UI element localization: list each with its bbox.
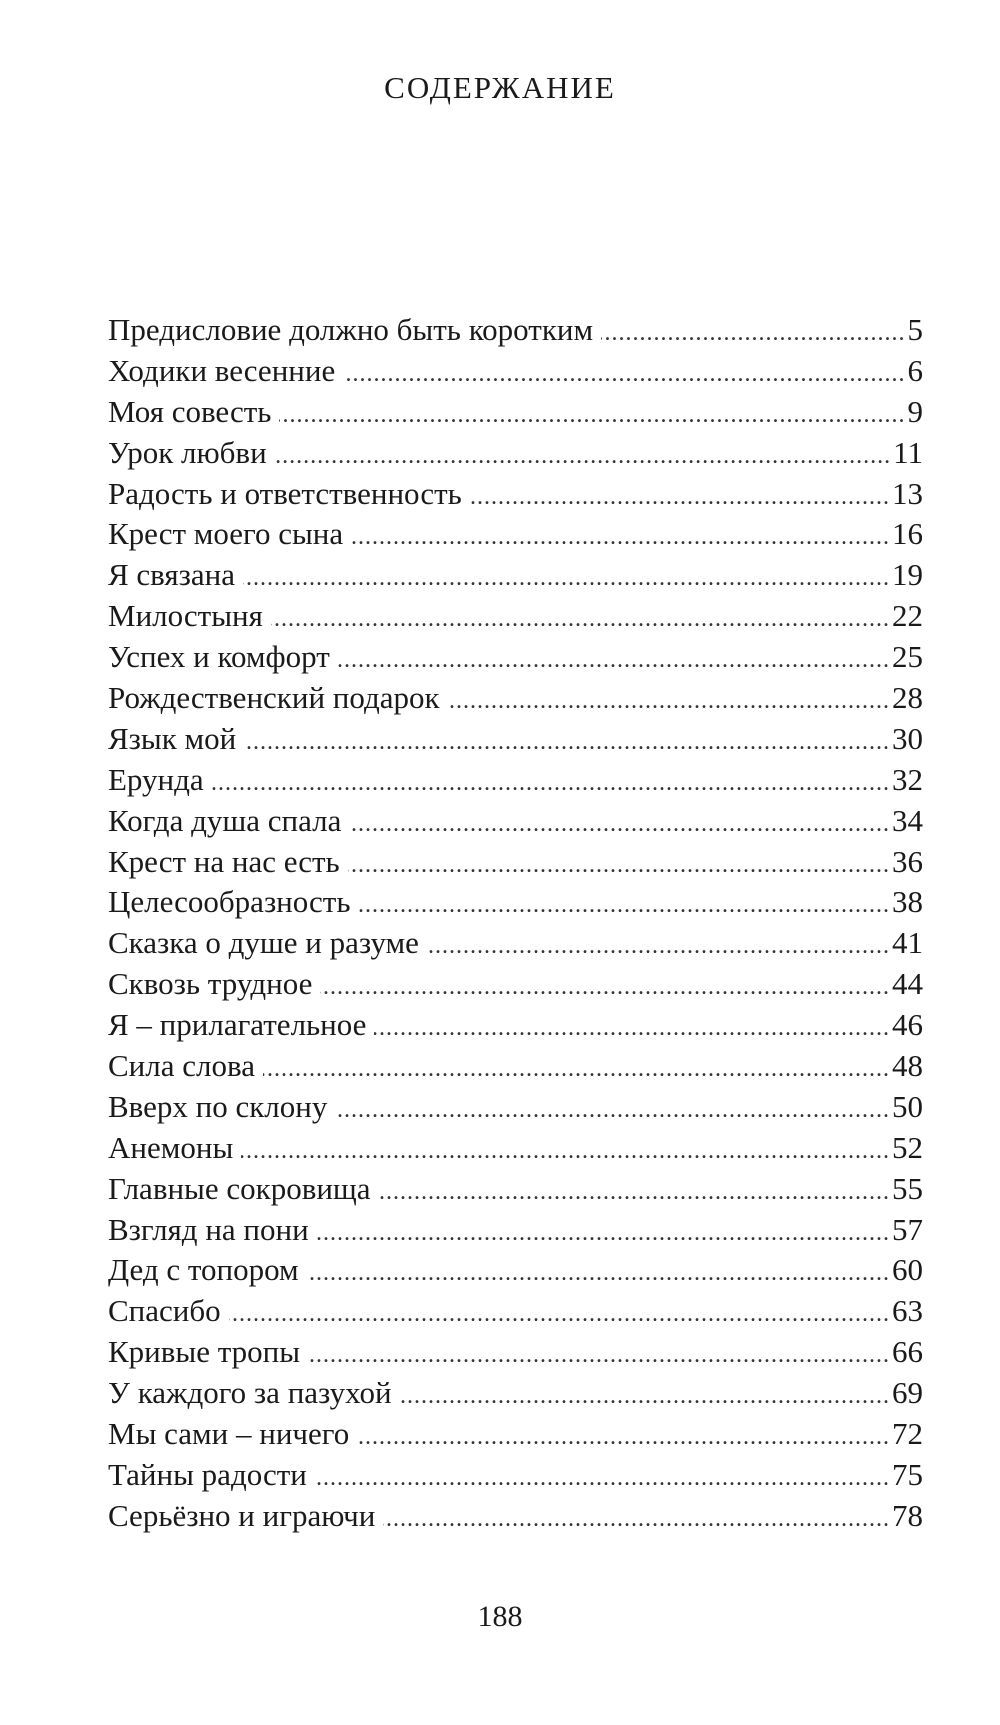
toc-entry bbox=[108, 842, 923, 883]
toc-entry bbox=[108, 1455, 923, 1496]
toc-entry-title: У каждого за пазухой bbox=[108, 1375, 392, 1411]
toc-entry bbox=[108, 392, 923, 433]
toc-entry bbox=[108, 1291, 923, 1332]
toc-entry-title: Когда душа спала bbox=[108, 802, 342, 838]
dot-leader bbox=[241, 1131, 890, 1169]
dot-leader bbox=[275, 436, 891, 474]
toc-entry bbox=[108, 719, 923, 760]
toc-entry-page: 75 bbox=[892, 1456, 923, 1492]
dot-leader bbox=[338, 640, 890, 678]
dot-leader bbox=[351, 517, 890, 555]
toc-entry-page: 11 bbox=[893, 434, 923, 470]
toc-entry bbox=[108, 555, 923, 596]
dot-leader bbox=[271, 599, 890, 637]
toc-entry bbox=[108, 474, 923, 515]
dot-leader bbox=[229, 1294, 890, 1332]
toc-entry-title: Урок любви bbox=[108, 434, 267, 470]
toc-entry-title: Я связана bbox=[108, 557, 236, 593]
toc-entry-page: 34 bbox=[892, 802, 923, 838]
dot-leader bbox=[379, 1172, 890, 1210]
toc-entry-title: Дед с топором bbox=[108, 1252, 299, 1288]
toc-entry-title: Целесообразность bbox=[108, 884, 351, 920]
toc-entry-page: 32 bbox=[892, 761, 923, 797]
toc-entry-page: 41 bbox=[892, 925, 923, 961]
toc-entry-title: Серьёзно и играючи bbox=[108, 1497, 376, 1533]
toc-entry-title: Рождественский подарок bbox=[108, 680, 440, 716]
dot-leader bbox=[243, 558, 890, 596]
toc-entry bbox=[108, 1005, 923, 1046]
toc-entry-title: Язык мой bbox=[108, 720, 237, 756]
toc-entry bbox=[108, 310, 923, 351]
dot-leader bbox=[343, 354, 905, 392]
toc-entry-page: 6 bbox=[907, 352, 923, 388]
toc-entry-title: Моя совесть bbox=[108, 393, 272, 429]
dot-leader bbox=[263, 1049, 890, 1087]
toc-entry bbox=[108, 637, 923, 678]
dot-leader bbox=[374, 1008, 890, 1046]
toc-entry-page: 44 bbox=[892, 966, 923, 1002]
toc-entry-title: Спасибо bbox=[108, 1293, 221, 1329]
toc-entry-page: 46 bbox=[892, 1007, 923, 1043]
toc-entry bbox=[108, 1496, 923, 1537]
dot-leader bbox=[601, 313, 905, 351]
dot-leader bbox=[315, 1458, 890, 1496]
toc-entry bbox=[108, 760, 923, 801]
toc-entry-page: 30 bbox=[892, 720, 923, 756]
toc-entry-title: Взгляд на пони bbox=[108, 1211, 309, 1247]
toc-entry-title: Крест на нас есть bbox=[108, 843, 340, 879]
toc-entry bbox=[108, 678, 923, 719]
toc-entry-title: Сказка о душе и разуме bbox=[108, 925, 419, 961]
toc-entry-page: 63 bbox=[892, 1293, 923, 1329]
dot-leader bbox=[400, 1376, 890, 1414]
toc-entry bbox=[108, 596, 923, 637]
toc-entry-title: Я – прилагательное bbox=[108, 1007, 367, 1043]
toc-entry-title: Радость и ответственность bbox=[108, 475, 462, 511]
toc-entry-page: 72 bbox=[892, 1416, 923, 1452]
toc-entry-title: Главные сокровища bbox=[108, 1170, 371, 1206]
dot-leader bbox=[335, 1090, 890, 1128]
toc-entry-title: Сквозь трудное bbox=[108, 966, 313, 1002]
toc-entry bbox=[108, 1414, 923, 1455]
toc-entry bbox=[108, 882, 923, 923]
toc-entry-title: Тайны радости bbox=[108, 1456, 307, 1492]
table-of-contents bbox=[108, 310, 923, 1537]
toc-entry-page: 50 bbox=[892, 1088, 923, 1124]
toc-entry bbox=[108, 1128, 923, 1169]
dot-leader bbox=[357, 1417, 890, 1455]
toc-entry bbox=[108, 433, 923, 474]
toc-entry bbox=[108, 1046, 923, 1087]
toc-entry-page: 38 bbox=[892, 884, 923, 920]
toc-entry-page: 13 bbox=[892, 475, 923, 511]
dot-leader bbox=[308, 1335, 890, 1373]
toc-entry-title: Мы сами – ничего bbox=[108, 1416, 350, 1452]
dot-leader bbox=[244, 722, 890, 760]
toc-entry-page: 19 bbox=[892, 557, 923, 593]
toc-entry-title: Ерунда bbox=[108, 761, 204, 797]
toc-entry-page: 78 bbox=[892, 1497, 923, 1533]
toc-entry-page: 16 bbox=[892, 516, 923, 552]
dot-leader bbox=[212, 763, 890, 801]
toc-entry-title: Вверх по склону bbox=[108, 1088, 328, 1124]
dot-leader bbox=[470, 477, 890, 515]
dot-leader bbox=[448, 681, 890, 719]
toc-entry bbox=[108, 801, 923, 842]
toc-entry-page: 22 bbox=[892, 598, 923, 634]
toc-entry-page: 48 bbox=[892, 1048, 923, 1084]
toc-entry bbox=[108, 923, 923, 964]
toc-entry-title: Милостыня bbox=[108, 598, 263, 634]
dot-leader bbox=[427, 926, 890, 964]
toc-entry-page: 9 bbox=[907, 393, 923, 429]
dot-leader bbox=[317, 1213, 890, 1251]
dot-leader bbox=[279, 395, 905, 433]
dot-leader bbox=[348, 845, 890, 883]
toc-entry-page: 28 bbox=[892, 680, 923, 716]
toc-entry bbox=[108, 514, 923, 555]
toc-entry bbox=[108, 1210, 923, 1251]
toc-entry-page: 52 bbox=[892, 1129, 923, 1165]
toc-entry-title: Анемоны bbox=[108, 1129, 234, 1165]
toc-entry-page: 69 bbox=[892, 1375, 923, 1411]
toc-entry-page: 57 bbox=[892, 1211, 923, 1247]
toc-entry-page: 66 bbox=[892, 1334, 923, 1370]
dot-leader bbox=[359, 885, 891, 923]
toc-entry bbox=[108, 1332, 923, 1373]
toc-entry bbox=[108, 1250, 923, 1291]
toc-entry bbox=[108, 1169, 923, 1210]
toc-entry-title: Предисловие должно быть коротким bbox=[108, 312, 594, 347]
dot-leader bbox=[307, 1253, 890, 1291]
dot-leader bbox=[349, 804, 890, 842]
toc-entry bbox=[108, 351, 923, 392]
dot-leader bbox=[320, 967, 890, 1005]
dot-leader bbox=[383, 1499, 890, 1537]
toc-entry-page: 36 bbox=[892, 843, 923, 879]
toc-entry-title: Ходики весенние bbox=[108, 352, 336, 388]
toc-entry-page: 55 bbox=[892, 1170, 923, 1206]
toc-entry-title: Крест моего сына bbox=[108, 516, 344, 552]
toc-entry-page: 5 bbox=[907, 312, 923, 347]
toc-entry-title: Сила слова bbox=[108, 1048, 255, 1084]
toc-entry-title: Успех и комфорт bbox=[108, 639, 330, 675]
toc-entry bbox=[108, 964, 923, 1005]
toc-entry bbox=[108, 1087, 923, 1128]
toc-entry-page: 25 bbox=[892, 639, 923, 675]
toc-entry bbox=[108, 1373, 923, 1414]
toc-entry-page: 60 bbox=[892, 1252, 923, 1288]
toc-entry-title: Кривые тропы bbox=[108, 1334, 301, 1370]
page-title: СОДЕРЖАНИЕ bbox=[384, 70, 616, 105]
page-number: 188 bbox=[477, 1600, 523, 1633]
